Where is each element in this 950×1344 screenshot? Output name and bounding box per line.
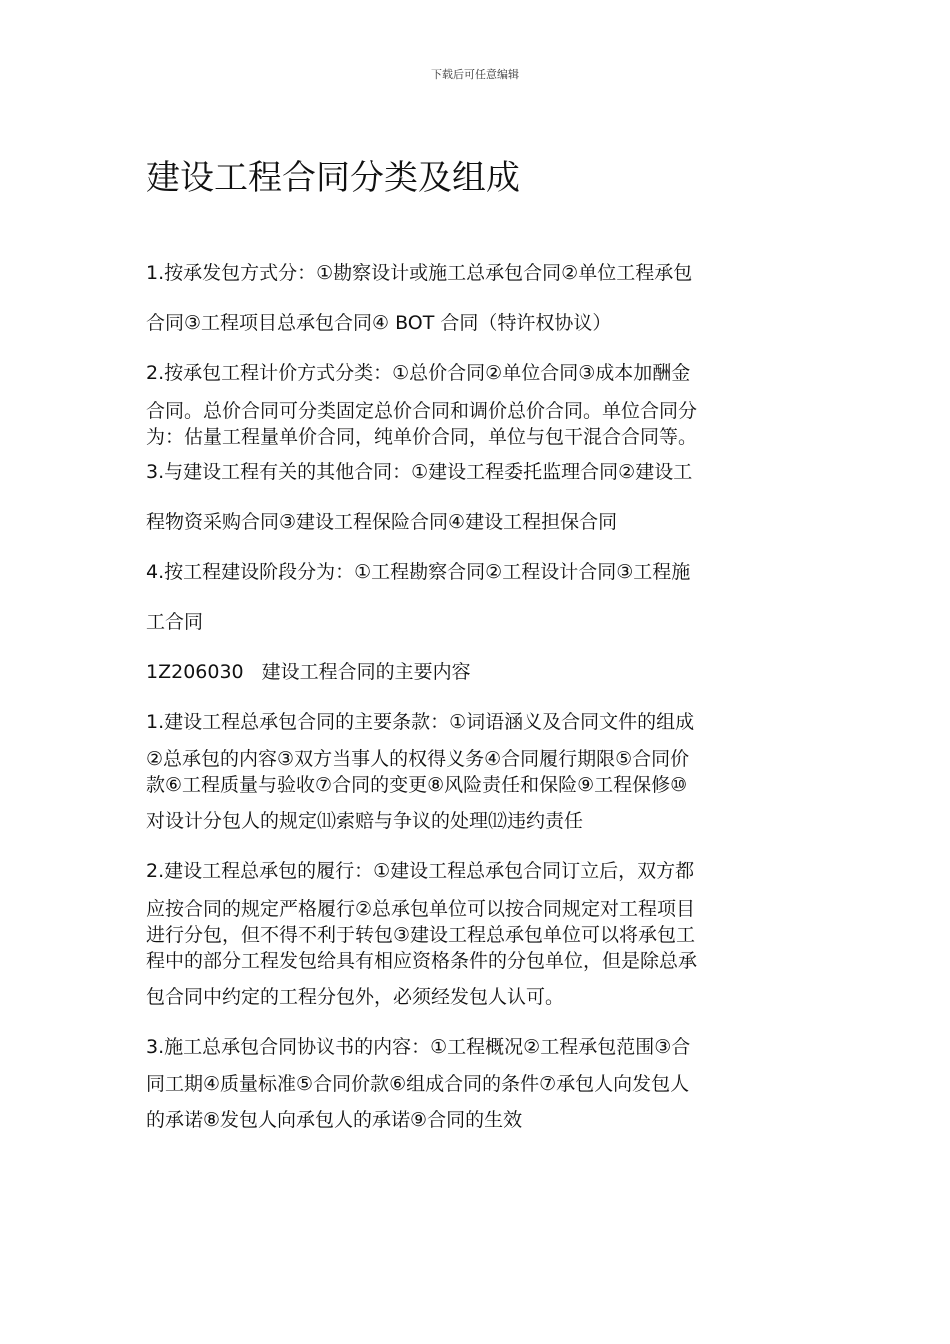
header-note: 下载后可任意编辑 [431, 68, 519, 81]
paragraph-line: 为：估量工程量单价合同，纯单价合同，单位与包干混合合同等。 [146, 426, 698, 448]
paragraph-line: 1.建设工程总承包合同的主要条款：①词语涵义及合同文件的组成 [146, 711, 695, 733]
paragraph-line: 包合同中约定的工程分包外，必须经发包人认可。 [146, 986, 565, 1008]
paragraph-line: 的承诺⑧发包人向承包人的承诺⑨合同的生效 [146, 1109, 523, 1131]
section-heading [146, 659, 471, 685]
page-title: 建设工程合同分类及组成 [146, 158, 520, 198]
paragraph-line: 3.施工总承包合同协议书的内容：①工程概况②工程承包范围③合 [146, 1036, 691, 1058]
paragraph-line: 3.与建设工程有关的其他合同：①建设工程委托监理合同②建设工 [146, 461, 693, 483]
section-code: 1Z206030 [146, 661, 244, 683]
paragraph-line: 4.按工程建设阶段分为：①工程勘察合同②工程设计合同③工程施 [146, 561, 691, 583]
paragraph-line: 1.按承发包方式分：①勘察设计或施工总承包合同②单位工程承包 [146, 262, 693, 284]
paragraph-line: 款⑥工程质量与验收⑦合同的变更⑧风险责任和保险⑨工程保修⑩ [146, 774, 688, 796]
paragraph-line: 2.建设工程总承包的履行：①建设工程总承包合同订立后，双方都 [146, 860, 695, 882]
paragraph-line: 2.按承包工程计价方式分类：①总价合同②单位合同③成本加酬金 [146, 362, 691, 384]
paragraph-line: 合同。总价合同可分类固定总价合同和调价总价合同。单位合同分 [146, 400, 698, 422]
paragraph-line: 工合同 [146, 611, 204, 633]
paragraph-line: 应按合同的规定严格履行②总承包单位可以按合同规定对工程项目 [146, 898, 696, 920]
paragraph-line: 同工期④质量标准⑤合同价款⑥组成合同的条件⑦承包人向发包人 [146, 1073, 690, 1095]
paragraph-line: 进行分包，但不得不利于转包③建设工程总承包单位可以将承包工 [146, 924, 696, 946]
paragraph-line: 对设计分包人的规定⑾索赔与争议的处理⑿违约责任 [146, 810, 584, 832]
section-title: 建设工程合同的主要内容 [261, 661, 471, 683]
paragraph-line: ②总承包的内容③双方当事人的权得义务④合同履行期限⑤合同价 [146, 748, 690, 770]
paragraph-line: 程中的部分工程发包给具有相应资格条件的分包单位，但是除总承 [146, 950, 698, 972]
paragraph-line: 合同③工程项目总承包合同④ BOT 合同（特许权协议） [146, 312, 612, 334]
paragraph-line: 程物资采购合同③建设工程保险合同④建设工程担保合同 [146, 511, 618, 533]
